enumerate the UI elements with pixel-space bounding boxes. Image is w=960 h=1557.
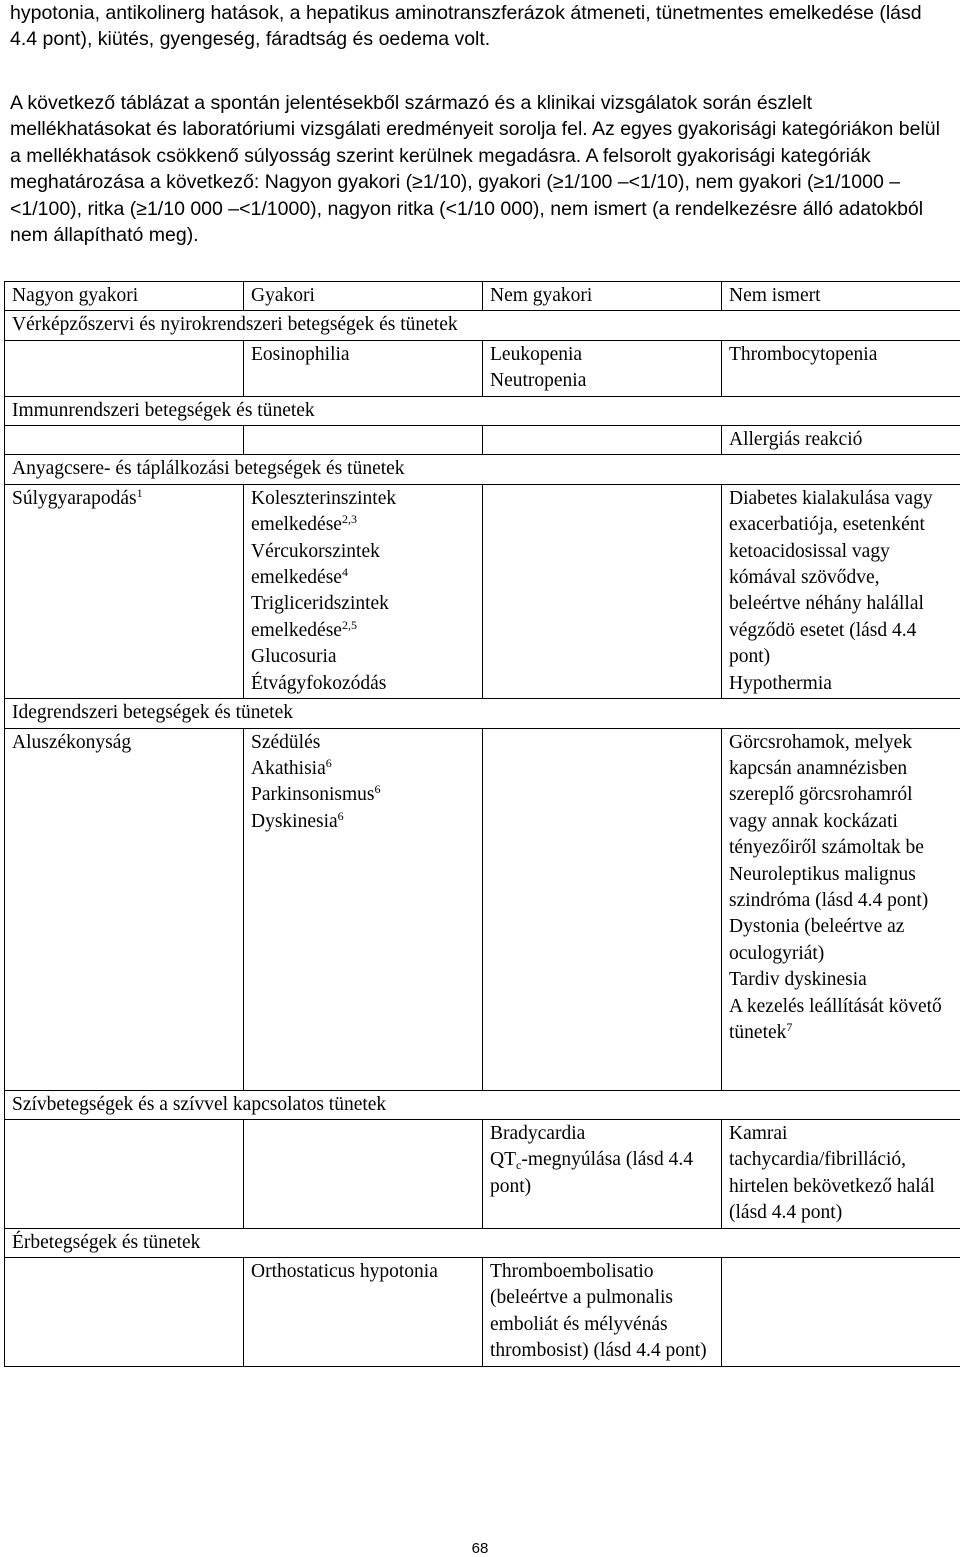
- reaction-entry: Leukopenia: [490, 342, 715, 368]
- cell-uncommon: [483, 484, 722, 698]
- reaction-entry: Aluszékonyság: [12, 730, 237, 756]
- footnote-marker: 7: [786, 1020, 792, 1034]
- section-title: Immunrendszeri betegségek és tünetek: [5, 396, 960, 425]
- reaction-text-rest: -megnyúlása (lásd 4.4 pont): [490, 1149, 693, 1196]
- reaction-entry: Hypothermia: [729, 671, 954, 697]
- reaction-text: emelkedése: [251, 514, 342, 535]
- footnote-marker: 2,5: [342, 618, 357, 632]
- header-cell-not-known: Nem ismert: [722, 282, 960, 311]
- page-number: 68: [0, 1540, 960, 1557]
- section-data-row: [5, 728, 960, 1090]
- reaction-entry: [251, 565, 476, 591]
- cell-uncommon: [483, 1257, 722, 1366]
- reaction-text: Dyskinesia: [251, 811, 338, 832]
- cell-very-common: [5, 426, 244, 455]
- section-data-row: [5, 1119, 960, 1228]
- reaction-entry: Thromboembolisatio (beleértve a pulmonalis emboliát és mélyvénás thrombosist) (lásd 4.4 pont): [490, 1259, 715, 1365]
- footnote-marker: 6: [338, 809, 344, 823]
- reaction-entry: Neutropenia: [490, 368, 715, 394]
- section-title-row: [5, 699, 960, 728]
- reaction-entry: Vércukorszintek: [251, 539, 476, 565]
- cell-very-common: [5, 1119, 244, 1228]
- cell-not-known: [722, 728, 960, 1090]
- cell-very-common: [5, 1257, 244, 1366]
- section-title: Érbetegségek és tünetek: [5, 1228, 960, 1257]
- reaction-text: QT: [490, 1149, 516, 1170]
- reaction-entry: Dystonia (beleértve az oculogyriát): [729, 914, 954, 967]
- reaction-text: emelkedése: [251, 620, 342, 641]
- cell-uncommon: [483, 728, 722, 1090]
- cell-common: [244, 426, 483, 455]
- reaction-entry: Koleszterinszintek: [251, 486, 476, 512]
- frequency-definitions-paragraph: A következő táblázat a spontán jelentésekből származó és a klinikai vizsgálatok során észlelt mellékhatásokat és laboratóriumi vizsgálati eredményeit sorolja fel. Az egyes gyakorisági kategóriákon belül a mellékhatások csökkenő súlyosság szerint kerülnek megadásra. A felsorolt gyakorisági kategóriák meghatározása a következő: Nagyon gyakori (≥1/10), gyakori (≥1/100 –<1/10), nem gyakori (≥1/1000 –<1/100), ritka (≥1/10 000 –<1/1000), nagyon ritka (<1/10 000), nem ismert (a rendelkezésre álló adatokból nem állapítható meg).: [10, 90, 950, 248]
- reaction-entry: Allergiás reakció: [729, 427, 954, 453]
- reaction-entry: Neuroleptikus malignus szindróma (lásd 4.4 pont): [729, 862, 954, 915]
- reaction-entry: Glucosuria: [251, 644, 476, 670]
- cell-common: [244, 340, 483, 396]
- section-data-row: [5, 484, 960, 698]
- reaction-entry: [729, 994, 954, 1047]
- cell-common: [244, 1119, 483, 1228]
- footnote-marker: 6: [375, 782, 381, 796]
- section-title-row: [5, 455, 960, 484]
- reaction-entry: [251, 512, 476, 538]
- cell-common: [244, 728, 483, 1090]
- cell-not-known: [722, 340, 960, 396]
- intro-paragraph: hypotonia, antikolinerg hatások, a hepatikus aminotranszferázok átmeneti, tünetmentes emelkedése (lásd 4.4 pont), kiütés, gyengeség, fáradtság és oedema volt.: [10, 0, 950, 53]
- reaction-entry: Tardiv dyskinesia: [729, 967, 954, 993]
- reaction-entry: [251, 756, 476, 782]
- reaction-text: emelkedése: [251, 567, 342, 588]
- reaction-entry: [251, 782, 476, 808]
- section-title: Idegrendszeri betegségek és tünetek: [5, 699, 960, 728]
- reaction-entry: [251, 809, 476, 835]
- section-data-row: [5, 426, 960, 455]
- section-title: Anyagcsere- és táplálkozási betegségek és tünetek: [5, 455, 960, 484]
- section-title-row: [5, 311, 960, 340]
- adverse-reactions-table: [4, 281, 960, 1367]
- section-title-row: [5, 1090, 960, 1119]
- reaction-text: Súlygyarapodás: [12, 488, 137, 509]
- cell-not-known: [722, 426, 960, 455]
- cell-not-known: [722, 1119, 960, 1228]
- cell-not-known: [722, 484, 960, 698]
- section-title-row: [5, 396, 960, 425]
- subscript: c: [516, 1158, 521, 1172]
- cell-very-common: [5, 484, 244, 698]
- section-data-row: [5, 340, 960, 396]
- section-title: Vérképzőszervi és nyirokrendszeri betegségek és tünetek: [5, 311, 960, 340]
- reaction-entry: Diabetes kialakulása vagy exacerbatiója, esetenként ketoacidosissal vagy kómával szövődve, beleértve néhány halállal végződö esetet (lásd 4.4 pont): [729, 486, 954, 671]
- cell-uncommon: [483, 426, 722, 455]
- cell-very-common: [5, 728, 244, 1090]
- reaction-entry: [490, 1147, 715, 1200]
- reaction-entry: Kamrai tachycardia/fibrilláció, hirtelen bekövetkező halál (lásd 4.4 pont): [729, 1121, 954, 1227]
- footnote-marker: 1: [137, 486, 143, 500]
- reaction-text: Akathisia: [251, 758, 326, 779]
- reaction-entry: Trigliceridszintek: [251, 591, 476, 617]
- footnote-marker: 2,3: [342, 512, 357, 526]
- reaction-entry: Eosinophilia: [251, 342, 476, 368]
- reaction-text: A kezelés leállítását követő tünetek: [729, 996, 942, 1043]
- header-cell-common: Gyakori: [244, 282, 483, 311]
- cell-very-common: [5, 340, 244, 396]
- cell-uncommon: [483, 340, 722, 396]
- footnote-marker: 4: [342, 565, 348, 579]
- reaction-entry: Thrombocytopenia: [729, 342, 954, 368]
- reaction-entry: Étvágyfokozódás: [251, 671, 476, 697]
- header-cell-very-common: Nagyon gyakori: [5, 282, 244, 311]
- reaction-entry: Bradycardia: [490, 1121, 715, 1147]
- section-title-row: [5, 1228, 960, 1257]
- section-data-row: [5, 1257, 960, 1366]
- header-row: [5, 282, 960, 311]
- reaction-entry: Görcsrohamok, melyek kapcsán anamnézisben szereplő görcsrohamról vagy annak kockázati tényezőiről számoltak be: [729, 730, 954, 862]
- cell-common: [244, 484, 483, 698]
- cell-uncommon: [483, 1119, 722, 1228]
- reaction-entry: Szédülés: [251, 730, 476, 756]
- section-title: Szívbetegségek és a szívvel kapcsolatos tünetek: [5, 1090, 960, 1119]
- reaction-entry: Orthostaticus hypotonia: [251, 1259, 476, 1285]
- reaction-entry: [12, 486, 237, 512]
- header-cell-uncommon: Nem gyakori: [483, 282, 722, 311]
- reaction-text: Parkinsonismus: [251, 784, 375, 805]
- cell-common: [244, 1257, 483, 1366]
- cell-not-known: [722, 1257, 960, 1366]
- footnote-marker: 6: [326, 756, 332, 770]
- reaction-entry: [251, 618, 476, 644]
